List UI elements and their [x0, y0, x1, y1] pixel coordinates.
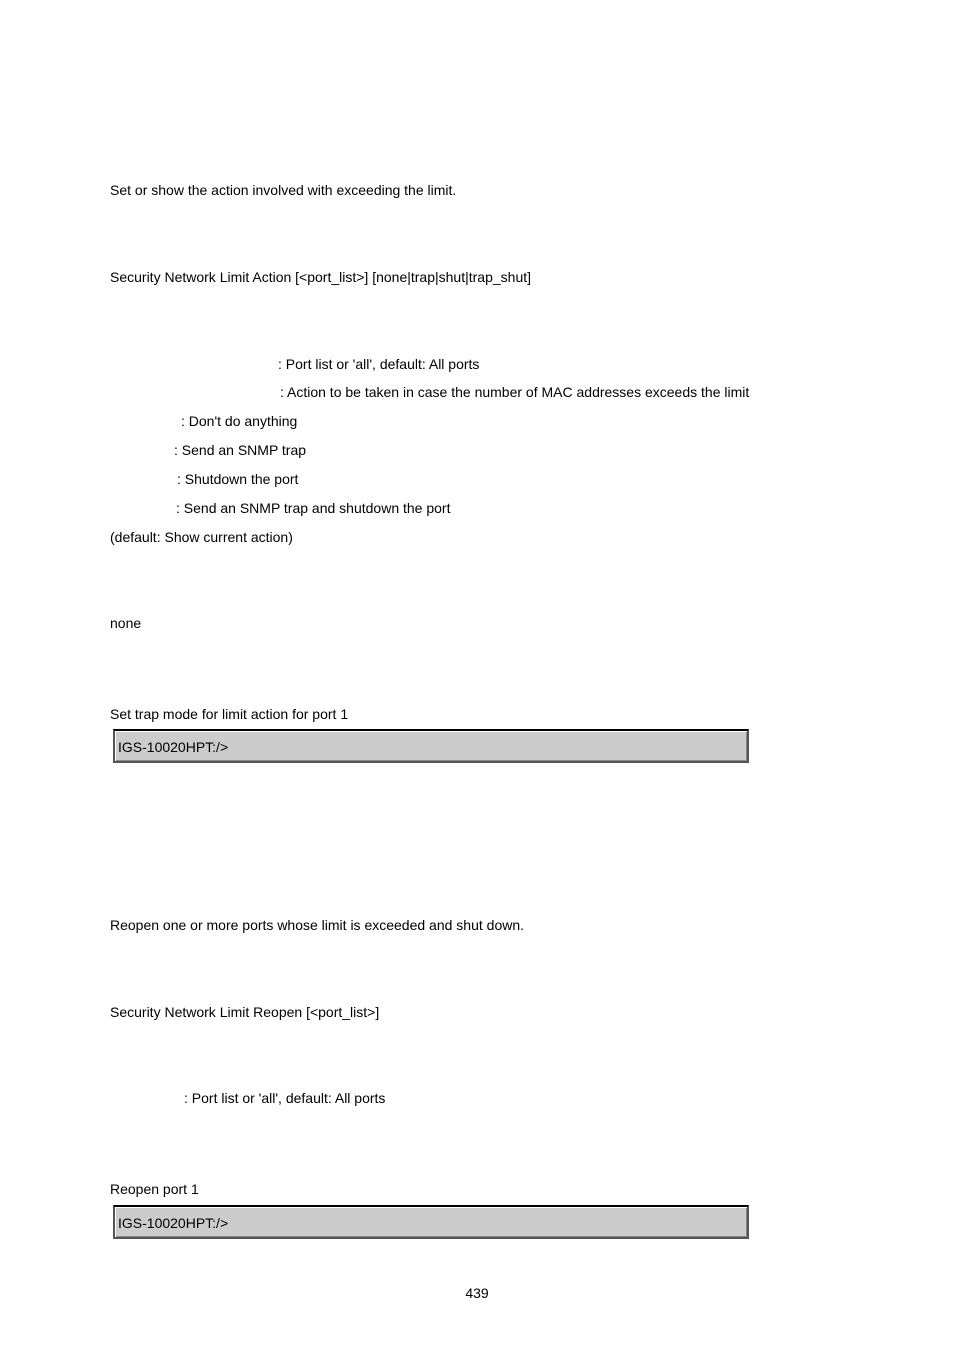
- reopen-example-label: Reopen port 1: [110, 1181, 199, 1197]
- action-param-port-list: : Port list or 'all', default: All ports: [278, 356, 480, 372]
- reopen-param-port-list: : Port list or 'all', default: All ports: [184, 1090, 386, 1106]
- action-example-command-box: [113, 729, 749, 763]
- action-example-prompt: IGS-10020HPT:/>: [118, 739, 229, 755]
- action-example-label: Set trap mode for limit action for port 1: [110, 706, 349, 722]
- action-param-none: : Don't do anything: [181, 413, 298, 429]
- action-param-action: : Action to be taken in case the number of MAC addresses exceeds the limit: [280, 384, 750, 400]
- page-number: 439: [465, 1285, 489, 1301]
- reopen-description: Reopen one or more ports whose limit is exceeded and shut down.: [110, 917, 525, 933]
- action-description: Set or show the action involved with exceeding the limit.: [110, 182, 457, 198]
- action-param-trap-shut: : Send an SNMP trap and shutdown the port: [176, 500, 451, 516]
- reopen-syntax: Security Network Limit Reopen [<port_list>]: [110, 1004, 380, 1020]
- action-param-shut: : Shutdown the port: [177, 471, 299, 487]
- action-param-trap: : Send an SNMP trap: [174, 442, 307, 458]
- action-syntax: Security Network Limit Action [<port_list>] [none|trap|shut|trap_shut]: [110, 269, 532, 285]
- reopen-example-command-box: [113, 1205, 749, 1239]
- action-default-note: (default: Show current action): [110, 529, 293, 545]
- action-default-value: none: [110, 615, 142, 631]
- reopen-example-prompt: IGS-10020HPT:/>: [118, 1215, 229, 1231]
